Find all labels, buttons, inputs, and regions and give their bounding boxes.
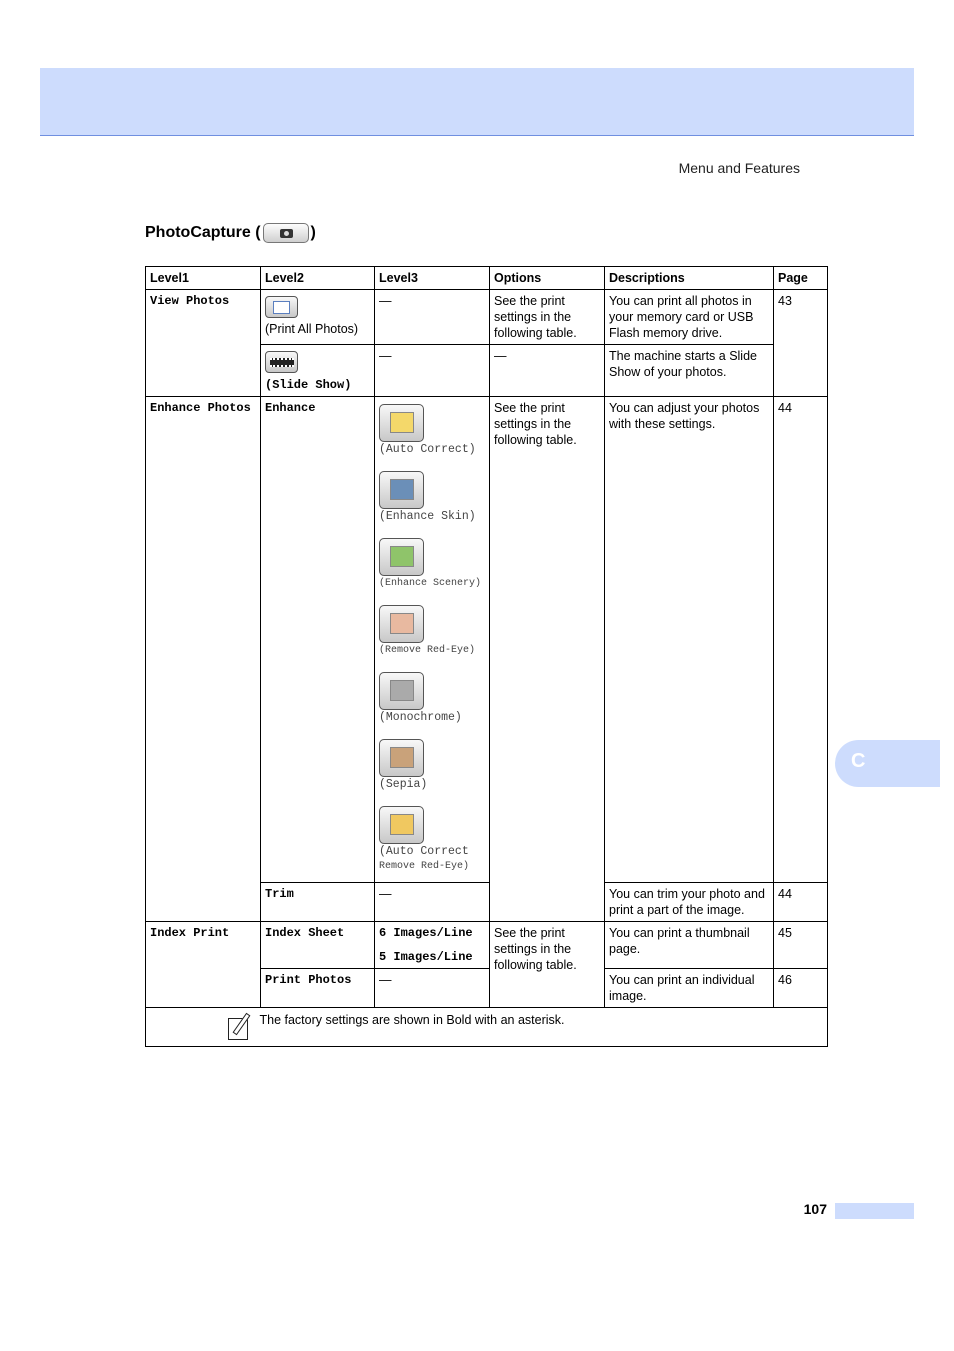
table-row xyxy=(146,290,828,345)
note-cell xyxy=(146,1008,828,1047)
level2-enhance: Enhance xyxy=(261,397,375,883)
slideshow-icon xyxy=(265,351,298,373)
monochrome-icon xyxy=(379,672,424,710)
section-title xyxy=(145,223,316,243)
page-cell: 44 xyxy=(774,397,828,883)
description-cell: You can adjust your photos with these settings. xyxy=(605,397,774,883)
page-number-bar xyxy=(835,1203,914,1219)
level2-print-all xyxy=(261,290,375,345)
level2-trim: Trim xyxy=(261,883,375,922)
options-cell: — xyxy=(490,345,605,397)
column-header: Page xyxy=(774,267,828,290)
slide-show-label: (Slide Show) xyxy=(265,378,352,392)
section-title-suffix: ) xyxy=(310,224,316,241)
running-header: Menu and Features xyxy=(678,160,800,176)
remove-red-eye-icon xyxy=(379,605,424,643)
page-cell: 44 xyxy=(774,883,828,922)
level3-cell: — xyxy=(375,969,490,1008)
options-cell: See the print settings in the following table. xyxy=(490,922,605,1008)
page-cell: 45 xyxy=(774,922,828,969)
auto-correct-icon xyxy=(379,404,424,442)
chapter-tab-label: C xyxy=(851,750,866,772)
level2-slide-show xyxy=(261,345,375,397)
description-cell: The machine starts a Slide Show of your photos. xyxy=(605,345,774,397)
section-title-prefix: PhotoCapture ( xyxy=(145,224,261,241)
description-cell: You can print a thumbnail page. xyxy=(605,922,774,969)
level1-index-print: Index Print xyxy=(146,922,261,1008)
level2-print-photos: Print Photos xyxy=(261,969,375,1008)
column-header: Descriptions xyxy=(605,267,774,290)
auto-correct-remove-red-eye-label-2: Remove Red-Eye) xyxy=(379,861,470,872)
table-row xyxy=(146,397,828,883)
level3-6-images: 6 Images/Line xyxy=(379,926,473,940)
auto-correct-label: (Auto Correct) xyxy=(379,443,476,456)
level3-cell: — xyxy=(375,290,490,345)
enhance-skin-icon xyxy=(379,471,424,509)
page-cell: 46 xyxy=(774,969,828,1008)
enhance-scenery-label: (Enhance Scenery) xyxy=(379,578,482,589)
column-header: Level3 xyxy=(375,267,490,290)
auto-correct-remove-red-eye-label-1: (Auto Correct xyxy=(379,845,469,858)
note-row xyxy=(146,1008,828,1047)
level1-view-photos: View Photos xyxy=(146,290,261,397)
auto-correct-remove-red-eye-icon xyxy=(379,806,424,844)
camera-icon xyxy=(263,223,309,243)
column-header: Level1 xyxy=(146,267,261,290)
page-number: 107 xyxy=(803,1201,827,1217)
remove-red-eye-label: (Remove Red-Eye) xyxy=(379,645,476,656)
print-all-icon xyxy=(265,296,298,318)
column-header: Options xyxy=(490,267,605,290)
level3-enhance-list xyxy=(375,397,490,883)
header-band xyxy=(40,68,914,136)
options-cell: See the print settings in the following table. xyxy=(490,397,605,922)
sepia-icon xyxy=(379,739,424,777)
print-all-label: (Print All Photos) xyxy=(265,322,359,336)
page-cell: 43 xyxy=(774,290,828,397)
chapter-tab xyxy=(835,740,940,787)
note-pencil-icon xyxy=(226,1012,256,1042)
photocapture-menu-table xyxy=(145,266,828,1047)
level3-cell: — xyxy=(375,345,490,397)
enhance-skin-label: (Enhance Skin) xyxy=(379,510,476,523)
description-cell: You can trim your photo and print a part of the image. xyxy=(605,883,774,922)
table-row xyxy=(146,922,828,969)
column-header: Level2 xyxy=(261,267,375,290)
level3-5-images: 5 Images/Line xyxy=(379,950,473,964)
note-text: The factory settings are shown in Bold with an asterisk. xyxy=(259,1013,565,1027)
level2-index-sheet: Index Sheet xyxy=(261,922,375,969)
level1-enhance-photos: Enhance Photos xyxy=(146,397,261,922)
level3-index-sheet xyxy=(375,922,490,969)
description-cell: You can print all photos in your memory card or USB Flash memory drive. xyxy=(605,290,774,345)
description-cell: You can print an individual image. xyxy=(605,969,774,1008)
options-cell: See the print settings in the following table. xyxy=(490,290,605,345)
monochrome-label: (Monochrome) xyxy=(379,711,462,724)
level3-cell: — xyxy=(375,883,490,922)
sepia-label: (Sepia) xyxy=(379,778,428,791)
enhance-scenery-icon xyxy=(379,538,424,576)
table-header-row xyxy=(146,267,828,290)
